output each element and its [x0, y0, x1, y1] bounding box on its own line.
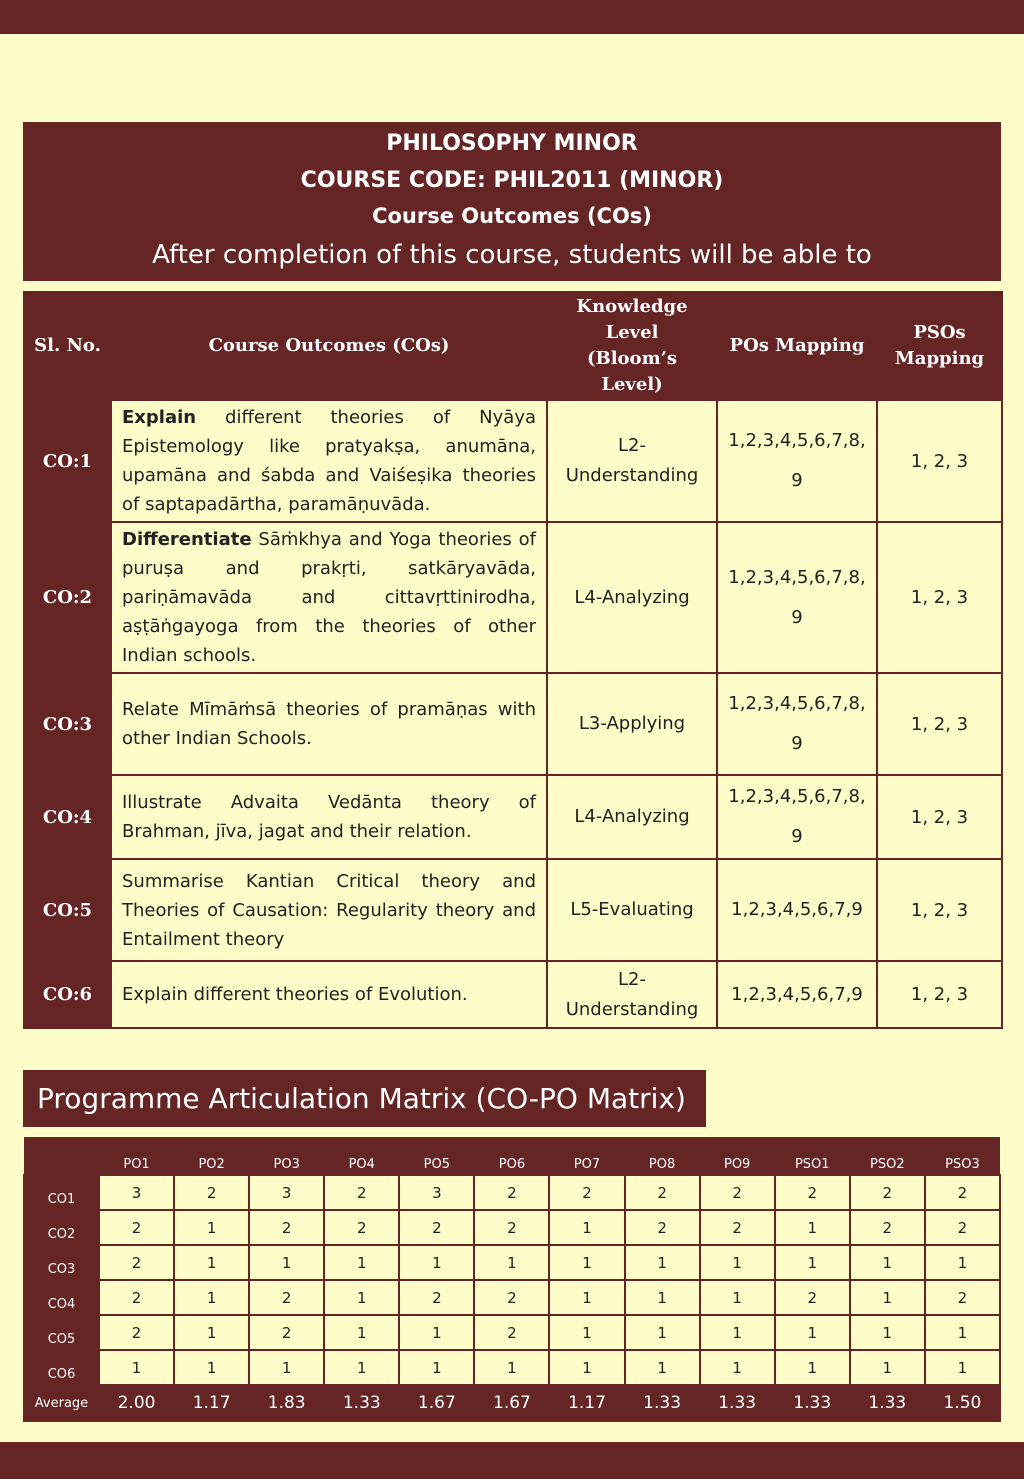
co-description — [111, 961, 547, 1028]
co-knowledge-level — [547, 859, 717, 961]
matrix-cell: 1 — [99, 1350, 174, 1385]
course-outcomes-heading: Course Outcomes (COs) — [372, 204, 652, 228]
co-psos-mapping: 1, 2, 3 — [877, 673, 1002, 775]
co-pos-mapping — [717, 775, 877, 859]
matrix-cell: 1 — [625, 1315, 700, 1350]
top-bar — [0, 0, 1024, 34]
matrix-cell: 1 — [474, 1350, 549, 1385]
matrix-cell: 2 — [850, 1175, 925, 1210]
matrix-cell: 1 — [549, 1280, 624, 1315]
matrix-row — [24, 1350, 1000, 1385]
matrix-cell: 3 — [249, 1175, 324, 1210]
matrix-row — [24, 1210, 1000, 1245]
matrix-cell: 2 — [99, 1315, 174, 1350]
co-description — [111, 859, 547, 961]
matrix-cell: 1 — [249, 1350, 324, 1385]
matrix-average-cell: 1.17 — [174, 1385, 249, 1421]
co-id: CO:5 — [24, 859, 111, 961]
co-row — [24, 859, 1002, 961]
co-row — [24, 400, 1002, 522]
matrix-cell: 1 — [324, 1280, 399, 1315]
col-knowledge-level — [547, 292, 717, 400]
co-knowledge-level — [547, 775, 717, 859]
matrix-cell: 2 — [474, 1175, 549, 1210]
co-row — [24, 961, 1002, 1028]
matrix-cell: 1 — [249, 1245, 324, 1280]
co-pos-mapping — [717, 400, 877, 522]
co-description-text: Sāṁkhya and Yoga theories of puruṣa and prakṛti, satkāryavāda, pariṇāmavāda and cittavṛttinirodha, aṣṭāṅgayoga from the theories of other Indian schools. — [122, 529, 536, 666]
matrix-cell: 1 — [174, 1280, 249, 1315]
matrix-cell: 1 — [174, 1350, 249, 1385]
matrix-cell: 2 — [474, 1210, 549, 1245]
col-course-outcomes: Course Outcomes (COs) — [111, 292, 547, 400]
matrix-cell: 1 — [775, 1210, 850, 1245]
matrix-header-row — [24, 1137, 1000, 1175]
matrix-cell: 2 — [925, 1210, 1000, 1245]
co-psos-mapping: 1, 2, 3 — [877, 400, 1002, 522]
matrix-cell: 1 — [549, 1350, 624, 1385]
matrix-cell: 1 — [474, 1245, 549, 1280]
co-knowledge-level-text: L5-Evaluating — [570, 899, 694, 920]
matrix-cell: 2 — [174, 1175, 249, 1210]
matrix-cell: 1 — [399, 1315, 474, 1350]
matrix-col-header: PO6 — [474, 1137, 549, 1175]
co-id: CO:2 — [24, 522, 111, 673]
matrix-corner — [24, 1137, 99, 1175]
matrix-cell: 3 — [99, 1175, 174, 1210]
col-psos-mapping-label: PSOs Mapping — [894, 322, 985, 369]
co-pos-mapping-text: 1,2,3,4,5,6,7,9 — [731, 899, 863, 920]
matrix-row-label: CO6 — [24, 1350, 99, 1385]
co-description — [111, 673, 547, 775]
course-outcomes-table — [23, 291, 1003, 1029]
matrix-cell: 2 — [249, 1315, 324, 1350]
matrix-cell: 1 — [174, 1245, 249, 1280]
co-knowledge-level-text: L3-Applying — [578, 713, 686, 734]
co-knowledge-level — [547, 400, 717, 522]
matrix-cell: 2 — [99, 1210, 174, 1245]
co-pos-mapping — [717, 522, 877, 673]
co-id: CO:6 — [24, 961, 111, 1028]
co-description-text: Explain different theories of Evolution. — [122, 984, 468, 1005]
matrix-cell: 2 — [399, 1280, 474, 1315]
matrix-col-header: PO9 — [700, 1137, 775, 1175]
header-subtitle: After completion of this course, students will be able to — [152, 240, 872, 270]
matrix-average-cell: 1.67 — [474, 1385, 549, 1421]
matrix-row-label: CO3 — [24, 1245, 99, 1280]
co-knowledge-level — [547, 961, 717, 1028]
matrix-cell: 2 — [324, 1175, 399, 1210]
col-pos-mapping: POs Mapping — [717, 292, 877, 400]
matrix-cell: 2 — [925, 1175, 1000, 1210]
matrix-cell: 2 — [549, 1175, 624, 1210]
matrix-row-label: CO4 — [24, 1280, 99, 1315]
co-psos-mapping: 1, 2, 3 — [877, 522, 1002, 673]
co-row — [24, 673, 1002, 775]
co-pos-mapping-text: 1,2,3,4,5,6,7,8,9 — [728, 430, 866, 491]
course-header — [23, 122, 1001, 281]
co-id: CO:3 — [24, 673, 111, 775]
co-table-header — [24, 292, 1002, 400]
matrix-cell: 2 — [625, 1210, 700, 1245]
matrix-cell: 1 — [399, 1350, 474, 1385]
matrix-cell: 2 — [399, 1210, 474, 1245]
matrix-cell: 1 — [700, 1350, 775, 1385]
matrix-cell: 1 — [549, 1315, 624, 1350]
matrix-average-row — [24, 1385, 1000, 1421]
matrix-cell: 1 — [775, 1315, 850, 1350]
matrix-title: Programme Articulation Matrix (CO-PO Matrix) — [23, 1070, 706, 1127]
col-psos-mapping — [877, 292, 1002, 400]
matrix-cell: 1 — [850, 1280, 925, 1315]
col-sl-no: Sl. No. — [24, 292, 111, 400]
matrix-average-cell: 1.67 — [399, 1385, 474, 1421]
matrix-average-cell: 1.33 — [625, 1385, 700, 1421]
co-description — [111, 522, 547, 673]
course-code: COURSE CODE: PHIL2011 (MINOR) — [300, 168, 724, 193]
matrix-col-header: PSO2 — [850, 1137, 925, 1175]
matrix-average-cell: 1.33 — [700, 1385, 775, 1421]
matrix-cell: 1 — [925, 1315, 1000, 1350]
matrix-row — [24, 1245, 1000, 1280]
matrix-row-label: CO1 — [24, 1175, 99, 1210]
matrix-cell: 1 — [174, 1210, 249, 1245]
matrix-cell: 1 — [399, 1245, 474, 1280]
matrix-cell: 1 — [625, 1280, 700, 1315]
matrix-average-cell: 1.83 — [249, 1385, 324, 1421]
matrix-cell: 3 — [399, 1175, 474, 1210]
matrix-cell: 1 — [925, 1350, 1000, 1385]
co-action-verb: Explain — [122, 407, 197, 428]
matrix-row-label: CO5 — [24, 1315, 99, 1350]
co-knowledge-level-text: L4-Analyzing — [574, 586, 690, 608]
matrix-cell: 1 — [775, 1245, 850, 1280]
matrix-cell: 1 — [700, 1245, 775, 1280]
col-knowledge-level-label: Knowledge Level (Bloom’s Level) — [576, 296, 688, 395]
matrix-cell: 2 — [775, 1175, 850, 1210]
matrix-average-cell: 1.33 — [775, 1385, 850, 1421]
matrix-average-cell: 1.50 — [925, 1385, 1000, 1421]
co-description-text: Summarise Kantian Critical theory and Theories of Causation: Regularity theory and Entailment theory — [122, 870, 536, 950]
matrix-cell: 2 — [925, 1280, 1000, 1315]
matrix-col-header: PO7 — [549, 1137, 624, 1175]
matrix-col-header: PO8 — [625, 1137, 700, 1175]
co-knowledge-level — [547, 673, 717, 775]
matrix-cell: 1 — [324, 1245, 399, 1280]
matrix-cell: 2 — [775, 1280, 850, 1315]
matrix-cell: 1 — [700, 1280, 775, 1315]
matrix-col-header: PO2 — [174, 1137, 249, 1175]
matrix-cell: 1 — [625, 1245, 700, 1280]
matrix-cell: 2 — [249, 1210, 324, 1245]
matrix-cell: 2 — [249, 1280, 324, 1315]
matrix-cell: 2 — [99, 1245, 174, 1280]
matrix-cell: 1 — [625, 1350, 700, 1385]
matrix-cell: 1 — [549, 1245, 624, 1280]
co-pos-mapping-text: 1,2,3,4,5,6,7,8,9 — [728, 693, 866, 754]
matrix-average-cell: 2.00 — [99, 1385, 174, 1421]
matrix-row — [24, 1315, 1000, 1350]
header-title: PHILOSOPHY MINOR — [386, 131, 638, 156]
matrix-cell: 1 — [925, 1245, 1000, 1280]
matrix-row-label: CO2 — [24, 1210, 99, 1245]
co-psos-mapping: 1, 2, 3 — [877, 961, 1002, 1028]
matrix-average-cell: 1.17 — [549, 1385, 624, 1421]
co-id: CO:1 — [24, 400, 111, 522]
matrix-cell: 1 — [850, 1350, 925, 1385]
matrix-cell: 2 — [700, 1175, 775, 1210]
co-knowledge-level-text: L4-Analyzing — [574, 806, 690, 827]
co-description — [111, 775, 547, 859]
matrix-cell: 1 — [700, 1315, 775, 1350]
co-pos-mapping-text: 1,2,3,4,5,6,7,8,9 — [728, 566, 866, 628]
co-pos-mapping-text: 1,2,3,4,5,6,7,8,9 — [728, 786, 866, 847]
co-row — [24, 775, 1002, 859]
co-row — [24, 522, 1002, 673]
co-psos-mapping: 1, 2, 3 — [877, 775, 1002, 859]
co-pos-mapping — [717, 673, 877, 775]
matrix-cell: 1 — [174, 1315, 249, 1350]
co-knowledge-level-text: L2-Understanding — [565, 968, 699, 1020]
co-psos-mapping: 1, 2, 3 — [877, 859, 1002, 961]
matrix-cell: 2 — [700, 1210, 775, 1245]
matrix-cell: 1 — [850, 1315, 925, 1350]
matrix-cell: 1 — [324, 1350, 399, 1385]
co-description-text: Relate Mīmāṁsā theories of pramāṇas with other Indian Schools. — [122, 699, 536, 749]
matrix-col-header: PO5 — [399, 1137, 474, 1175]
matrix-average-cell: 1.33 — [850, 1385, 925, 1421]
matrix-cell: 2 — [474, 1315, 549, 1350]
co-description-text: different theories of Nyāya Epistemology like pratyakṣa, anumāna, upamāna and śabda and Vaiśeṣika theories of saptapadārtha, paramāṇuvāda. — [122, 407, 536, 515]
matrix-cell: 2 — [625, 1175, 700, 1210]
co-description-text: Illustrate Advaita Vedānta theory of Brahman, jīva, jagat and their relation. — [122, 792, 536, 842]
co-id: CO:4 — [24, 775, 111, 859]
matrix-row — [24, 1175, 1000, 1210]
matrix-cell: 1 — [775, 1350, 850, 1385]
co-knowledge-level-text: L2-Understanding — [565, 435, 699, 486]
matrix-cell: 2 — [850, 1210, 925, 1245]
matrix-cell: 2 — [474, 1280, 549, 1315]
matrix-cell: 1 — [549, 1210, 624, 1245]
bottom-bar — [0, 1442, 1024, 1479]
matrix-col-header: PO1 — [99, 1137, 174, 1175]
matrix-row — [24, 1280, 1000, 1315]
matrix-col-header: PSO3 — [925, 1137, 1000, 1175]
co-description — [111, 400, 547, 522]
matrix-average-cell: 1.33 — [324, 1385, 399, 1421]
matrix-col-header: PO3 — [249, 1137, 324, 1175]
co-knowledge-level — [547, 522, 717, 673]
co-po-matrix — [23, 1137, 1001, 1422]
matrix-cell: 2 — [324, 1210, 399, 1245]
matrix-col-header: PSO1 — [775, 1137, 850, 1175]
co-pos-mapping-text: 1,2,3,4,5,6,7,9 — [731, 983, 863, 1005]
matrix-cell: 1 — [850, 1245, 925, 1280]
matrix-col-header: PO4 — [324, 1137, 399, 1175]
co-action-verb: Differentiate — [122, 529, 252, 550]
matrix-cell: 1 — [324, 1315, 399, 1350]
co-pos-mapping — [717, 859, 877, 961]
co-pos-mapping — [717, 961, 877, 1028]
matrix-cell: 2 — [99, 1280, 174, 1315]
matrix-row-label: Average — [24, 1385, 99, 1421]
